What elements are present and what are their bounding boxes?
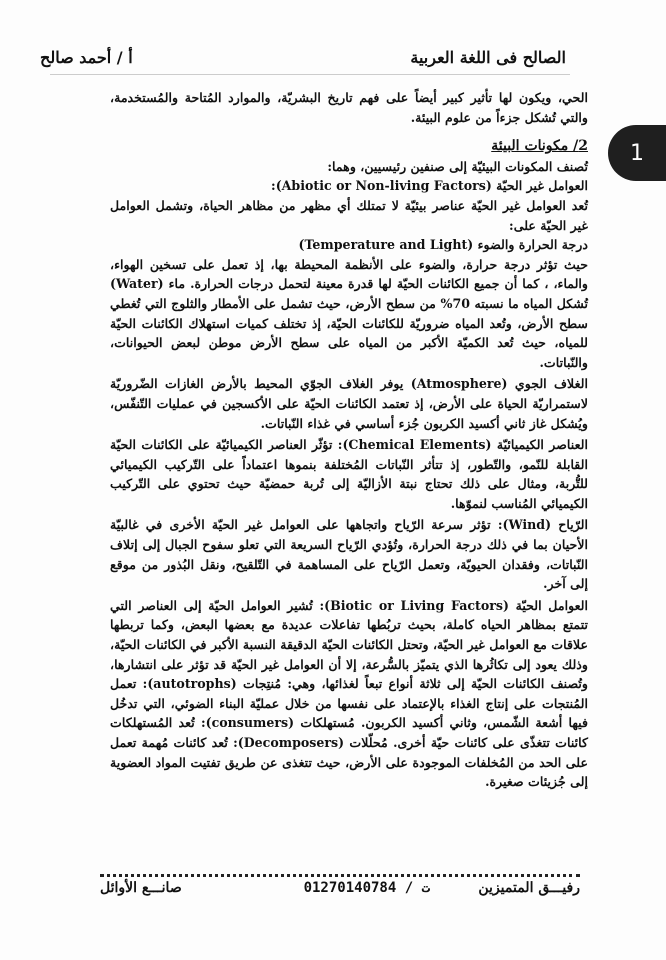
wind-paragraph: الرّياح (Wind): تؤثر سرعة الرّياح واتجاهها على العوامل غير الحيّة الأخرى في غالبيّة الأحيان بما في ذلك درجة الحرارة، وتُؤدي الرّياح السريعة التي تعلو سفوح الجبال إلى إتلاف النّباتات، وفقدان الحيويّة، وتعمل الرّياح على المساهمة في التّلقيح، ونقل البُذور من موقع إلى آخر. xyxy=(110,517,588,592)
intro-paragraph: الحي، ويكون لها تأثير كبير أيضاً على فهم تاريخ البشريّة، والموارد المُتاحة والمُستخدمة، والتي تُشكل جزءاً من علوم البيئة. xyxy=(110,90,588,125)
footer-slogan-right: رفيـــق المتميزين xyxy=(478,880,580,896)
classification-line: تُصنف المكونات البيئيّة إلى صنفين رئيسيين، وهما: xyxy=(327,158,588,174)
temperature-water-paragraph: حيث تؤثر درجة حرارة، والضوء على الأنظمة المحيطة بها، إذ تعمل على تسخين الهواء، والماء، ، كما أن جميع الكائنات الحيّة لها قدرة معينة لتحمل درجات الحرارة. ماء (Water) تُشكل المياه ما نسبته 70% من سطح الأرض، حيث تشمل على الأمطار والثلوج التي تُغطي سطح الأرض، وتُعد المياه ضروريّة للكائنات الحيّة، إذ تختلف كميات استهلاك الكائنات الحيّة للمياه، حيث تُعد الكميّة الأكبر من المياه على سطح الأرض موطن لبعض الحيوانات، والنّباتات. xyxy=(110,256,588,370)
atmosphere-paragraph: الغلاف الجوي (Atmosphere) يوفر الغلاف الجوّي المحيط بالأرض الغازات الضّروريّة لاستمراريّة الحياة على الأرض، إذ تعتمد الكائنات الحيّة على الأكسجين في عمليات التّنفّس، ويُشكل غاز ثاني أكسيد الكربون جُزء أساسي في غذاء النّباتات. xyxy=(110,376,588,431)
header-divider xyxy=(50,74,570,75)
abiotic-heading: العوامل غير الحيّة (Abiotic or Non-living Factors): xyxy=(271,178,588,194)
book-title: الصالح فى اللغة العربية xyxy=(410,48,566,67)
chemical-elements-paragraph: العناصر الكيميائيّة (Chemical Elements): تؤثّر العناصر الكيميائيّة على الكائنات الحيّة القابلة للنّمو، والتّطور، إذ تتأثر النّباتات المُختلفة بنموها اعتماداً على التّركيب الكيميائي للتُّربة، ومثال على ذلك تحتاج نبتة الأزاليّة إلى تُربة حمضيّة حيث تحتوي على التّركيب الكيميائي المُناسب لنموّها. xyxy=(110,437,588,511)
footer-slogan-left: صانـــع الأوائل xyxy=(100,880,182,896)
page-footer xyxy=(100,880,580,910)
abiotic-definition: تُعد العوامل غير الحيّة عناصر بيئيّة لا تمتلك أي مظهر من مظاهر الحياة، وتشمل العوامل غير الحيّة على: xyxy=(110,197,588,233)
biotic-paragraph: العوامل الحيّة (Biotic or Living Factors): تُشير العوامل الحيّة إلى العناصر التي تتمتع بمظاهر الحياه كاملة، بحيث تربُطها تفاعلات عديدة مع بعضها البعض، وكما تربطها علاقات مع العوامل غير الحيّة، وتحتل الكائنات الحيّة الدقيقة النسبة الأكبر في الكائنات الحيّة، وذلك يعود إلى تكاثُرها الذي يتميّز بالسُّرعة، إلا أن العوامل غير الحيّة قد تؤثر على انتشارها، وتُصنف الكائنات الحيّة إلى ثلاثة أنواع تبعاً لغذائها، وهي: مُنتِجات (autotrophs): تعمل المُنتجات على إنتاج الغذاء بالإعتماد على نفسها من خلال عمليّة البناء الضوئي، التي تدخُل فيها أشعة الشّمس، وثاني أكسيد الكربون. مُستهلكات (consumers): تُعد المُستهلكات كائنات تتغذّى على كائنات حيّة أخرى. مُحلّلات (Decomposers): تُعد كائنات مُهمة تعمل على الحد من المُخلفات الموجودة على الأرض، حيث تتغذى عن طريق تفتيت المواد العضوية إلى جُزيئات صغيرة. xyxy=(110,597,589,790)
page-number-tab: 1 xyxy=(608,125,666,181)
teacher-name: أ / أحمد صالح xyxy=(40,48,133,67)
section-heading: 2/ مكونات البيئة xyxy=(491,138,588,155)
page-body xyxy=(110,88,588,792)
page-header xyxy=(40,48,566,76)
temperature-heading: درجة الحرارة والضوء (Temperature and Light) xyxy=(298,237,588,253)
footer-phone: ت / 01270140784 xyxy=(303,880,430,896)
